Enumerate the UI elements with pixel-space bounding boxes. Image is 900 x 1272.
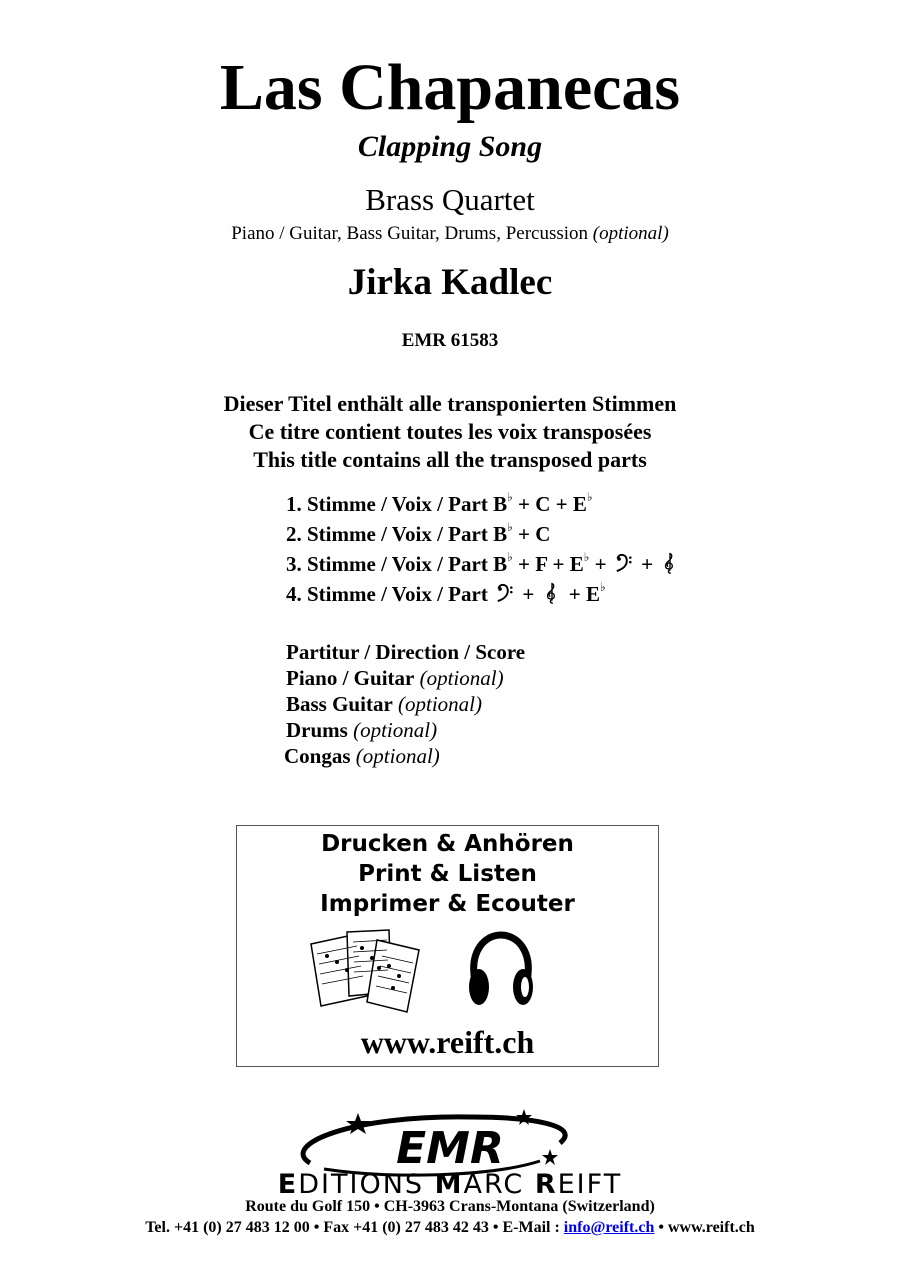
extra-label: Piano / Guitar xyxy=(286,666,415,690)
ensemble: Brass Quartet xyxy=(365,182,535,217)
part-3-label: 3. Stimme / Voix / Part B xyxy=(286,552,508,576)
publisher-name-part: ARC xyxy=(463,1169,535,1200)
publisher-name-part: M xyxy=(434,1169,464,1200)
part-4-keys: + E xyxy=(563,582,601,606)
extra-note: (optional) xyxy=(419,666,504,690)
title: Las Chapanecas xyxy=(219,51,681,124)
extra-label: Partitur / Direction / Score xyxy=(286,640,526,664)
contact-phone-fax: Tel. +41 (0) 27 483 12 00 • Fax +41 (0) 27 483 42 43 • E-Mail : xyxy=(145,1219,564,1236)
part-1-keys: + C + E xyxy=(512,492,587,516)
headphones-icon xyxy=(465,931,537,1011)
part-2-keys: + C xyxy=(512,522,551,546)
extra-piano-guitar xyxy=(286,665,504,691)
plus: + xyxy=(635,552,659,576)
flat-sign: ♭ xyxy=(507,520,513,534)
contact-website: • www.reift.ch xyxy=(654,1219,755,1236)
part-4 xyxy=(286,582,606,607)
bass-clef-icon xyxy=(496,582,514,604)
publisher-name-part: R xyxy=(534,1169,558,1200)
extra-label: Bass Guitar xyxy=(286,692,393,716)
print-listen-box xyxy=(236,825,659,1067)
flat-sign: ♭ xyxy=(507,550,513,564)
extra-bass-guitar xyxy=(286,691,482,717)
email-link[interactable]: info@reift.ch xyxy=(563,1219,655,1236)
bass-clef-icon xyxy=(615,552,633,574)
part-1-label: 1. Stimme / Voix / Part B xyxy=(286,492,508,516)
extra-score xyxy=(286,639,525,665)
part-1 xyxy=(286,492,593,517)
logo-text: EMR xyxy=(396,1123,504,1174)
instrumentation-optional: (optional) xyxy=(592,223,669,244)
part-4-label: 4. Stimme / Voix / Part xyxy=(286,582,494,606)
print-box-line-de: Drucken & Anhören xyxy=(321,831,574,857)
publisher-address: Route du Golf 150 • CH-3963 Crans-Montana (Switzerland) xyxy=(245,1198,655,1215)
catalog-number: EMR 61583 xyxy=(401,330,499,351)
composer: Jirka Kadlec xyxy=(347,262,553,303)
extra-note: (optional) xyxy=(355,744,440,768)
plus: + xyxy=(589,552,612,576)
publisher-name xyxy=(0,1170,900,1200)
treble-clef-icon xyxy=(661,552,679,574)
flat-sign: ♭ xyxy=(507,490,513,504)
print-box-line-en: Print & Listen xyxy=(358,861,537,887)
language-line-en: This title contains all the transposed parts xyxy=(253,447,647,472)
publisher-contact xyxy=(0,1218,900,1238)
extra-note: (optional) xyxy=(353,718,438,742)
language-line-fr: Ce titre contient toutes les voix transposées xyxy=(248,419,652,444)
instrumentation-text: Piano / Guitar, Bass Guitar, Drums, Percussion xyxy=(231,223,589,244)
extra-drums xyxy=(286,717,437,743)
part-2-label: 2. Stimme / Voix / Part B xyxy=(286,522,508,546)
sheet-music-icon xyxy=(307,926,425,1016)
extra-label: Congas xyxy=(284,744,351,768)
instrumentation xyxy=(0,222,900,246)
flat-sign: ♭ xyxy=(600,580,606,594)
part-3-keys: + F + E xyxy=(512,552,584,576)
extra-note: (optional) xyxy=(398,692,483,716)
subtitle: Clapping Song xyxy=(357,130,543,163)
print-box-line-fr: Imprimer & Ecouter xyxy=(320,891,575,917)
treble-clef-icon xyxy=(543,582,561,604)
website-link[interactable]: www.reift.ch xyxy=(360,1024,535,1060)
publisher-name-part: DITIONS xyxy=(298,1169,435,1200)
publisher-name-part: E xyxy=(277,1169,299,1200)
extra-congas xyxy=(284,743,440,769)
language-line-de: Dieser Titel enthält alle transponierten Stimmen xyxy=(223,391,677,416)
part-2 xyxy=(286,522,550,547)
plus: + xyxy=(517,582,540,606)
flat-sign: ♭ xyxy=(586,490,593,504)
part-3 xyxy=(286,552,682,577)
extra-label: Drums xyxy=(286,718,348,742)
publisher-name-part: EIFT xyxy=(557,1169,623,1200)
flat-sign: ♭ xyxy=(583,550,590,564)
